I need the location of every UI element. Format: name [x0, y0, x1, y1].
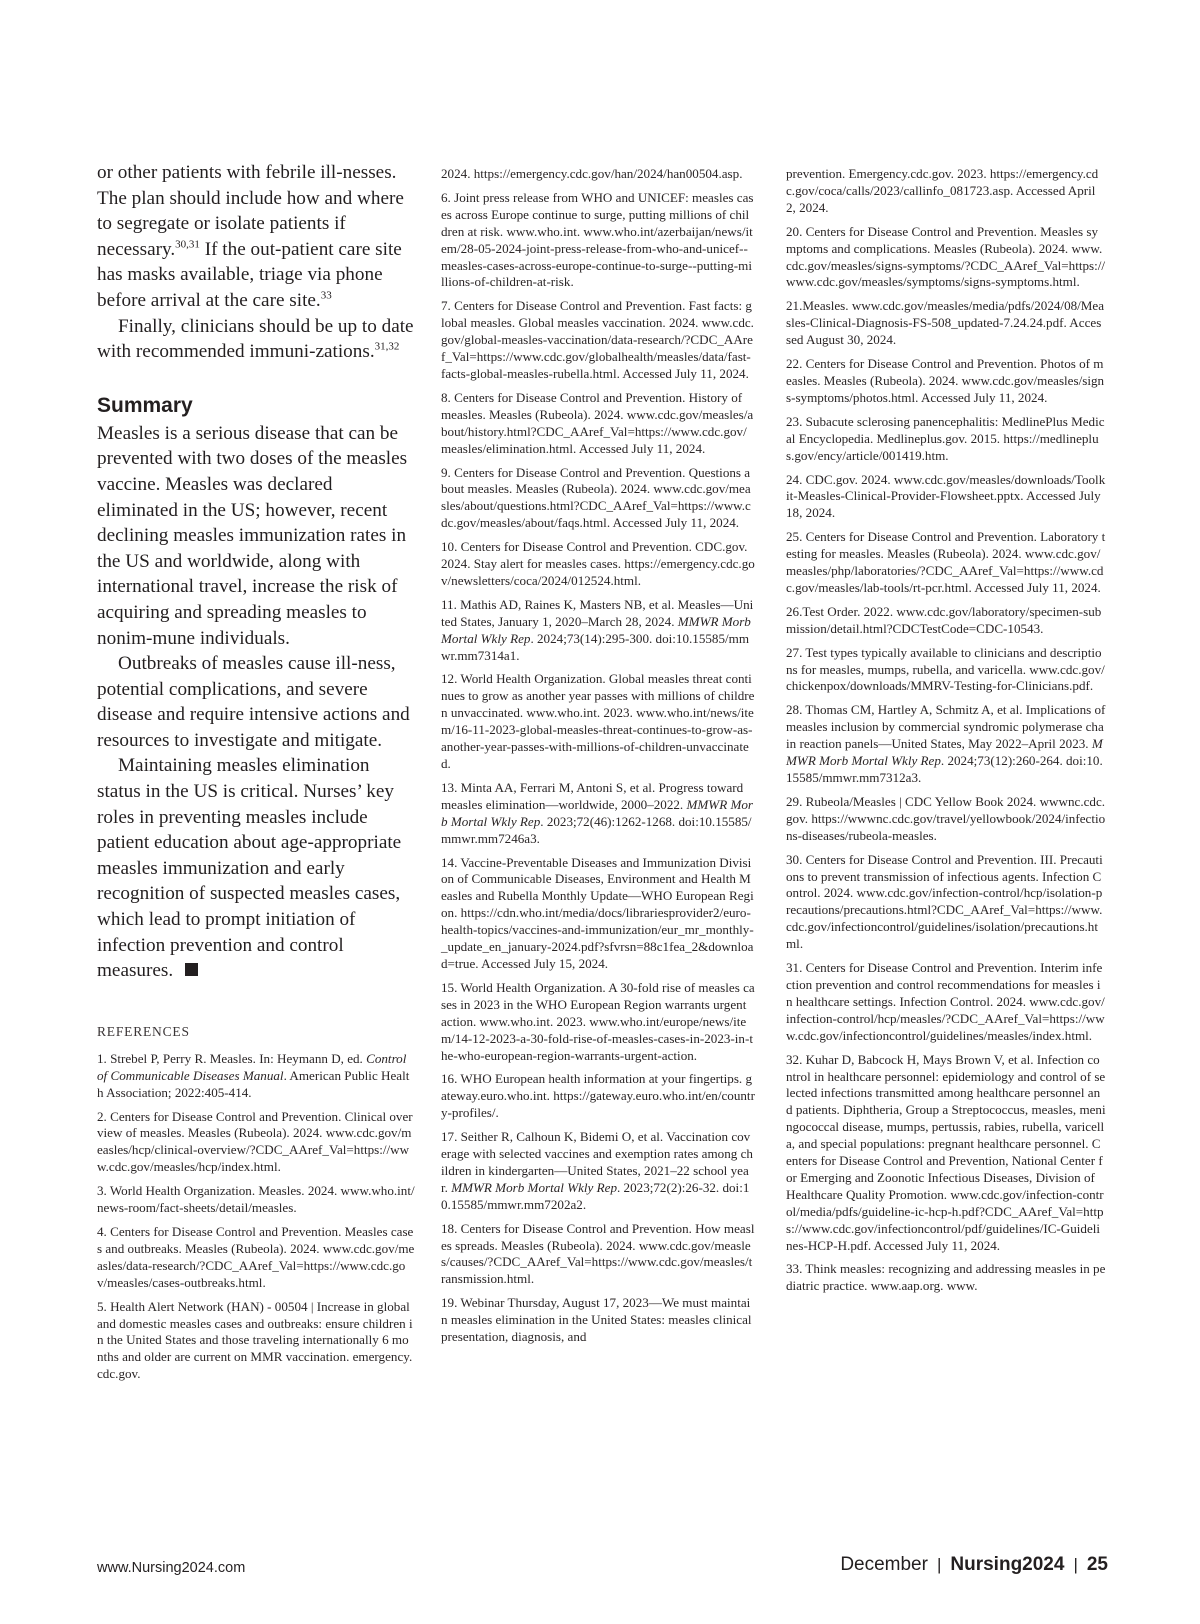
- footer-website: www.Nursing2024.com: [97, 1560, 246, 1576]
- column-2: [441, 166, 755, 1353]
- reference-item: 15. World Health Organization. A 30-fold rise of measles cases in 2023 in the WHO European Region warrants urgent action. www.who.int. 2023. www.who.int/europe/news/item/14-12-2023-a-30-fold-rise-of-measles-cases-in-2023-in-the-who-european-region-warrants-urgent-action.: [441, 979, 755, 1063]
- reference-item: 31. Centers for Disease Control and Prevention. Interim infection prevention and control recommendations for measles in healthcare settings. Infection Control. 2024. www.cdc.gov/infection-control/hcp/measles/?CDC_AAref_Val=https://www.cdc.gov/infectioncontrol/guidelines/measles/index.html.: [786, 960, 1105, 1043]
- references-list: [97, 1051, 415, 1383]
- reference-item: 9. Centers for Disease Control and Prevention. Questions about measles. Measles (Rubeola). 2024. www.cdc.gov/measles/about/questions.html?CDC_AAref_Val=https://www.cdc.gov/measles/about/faqs.html. Accessed July 11, 2024.: [441, 464, 751, 531]
- body-paragraph: or other patients with febrile ill-nesses. The plan should include how and where to segregate or isolate patients if necessary.$^{30,31}$ If the out-patient care site has masks available, triage via phone before arrival at the care site.$^{33}$: [97, 162, 404, 311]
- reference-item: 20. Centers for Disease Control and Prevention. Measles symptoms and complications. Measles (Rubeola). 2024. www.cdc.gov/measles/signs-symptoms/?CDC_AAref_Val=https://www.cdc.gov/measles/symptoms/signs-symptoms.html.: [786, 223, 1106, 290]
- reference-item: 21.Measles. www.cdc.gov/measles/media/pdfs/2024/08/Measles-Clinical-Diagnosis-FS-508_updated-7.24.24.pdf. Accessed August 30, 2024.: [786, 298, 1105, 348]
- summary-paragraph: Measles is a serious disease that can be prevented with two doses of the measles vaccine. Measles was declared eliminated in the US; however, recent declining measles immunization rates in the US and worldwide, along with international travel, increase the risk of acquiring and spreading measles to nonim-mune individuals.: [97, 422, 408, 649]
- reference-item: 14. Vaccine-Preventable Diseases and Immunization Division of Communicable Diseases, Environment and Health Measles and Rubella Monthly Update—WHO European Region. https://cdn.who.int/media/docs/librariesprovider2/euro-health-topics/vaccines-and-immunization/eur_mr_monthly-_update_en_january-2024.pdf?sfvrsn=88c1fea_2&download=true. Accessed July 15, 2024.: [441, 854, 754, 971]
- page-number: 25: [1086, 1554, 1108, 1575]
- reference-item: 1. Strebel P, Perry R. Measles. In: Heymann D, ed. Control of Communicable Diseases Manual. American Public Health Association; 2022:405-414.: [97, 1050, 410, 1100]
- reference-item: 7. Centers for Disease Control and Prevention. Fast facts: global measles. Global measles vaccination. 2024. www.cdc.gov/global-measles-vaccination/data-research/?CDC_AAref_Val=https://www.cdc.gov/globalhealth/measles/data/fast-facts-global-measles-rubella.html. Accessed July 11, 2024.: [441, 298, 754, 381]
- references-list: [441, 166, 755, 1346]
- reference-item: 16. WHO European health information at your fingertips. gateway.euro.who.int. https://gateway.euro.who.int/en/country-profiles/.: [441, 1071, 755, 1121]
- reference-item: 17. Seither R, Calhoun K, Bidemi O, et al. Vaccination coverage with selected vaccines and exemption rates among children in kindergarten—United States, 2021–22 school year. MMWR Morb Mortal Wkly Rep. 2023;72(2):26-32. doi:10.15585/mmwr.mm7202a2.: [441, 1129, 753, 1212]
- reference-item: 10. Centers for Disease Control and Prevention. CDC.gov. 2024. Stay alert for measles cases. https://emergency.cdc.gov/newsletters/coca/2024/012524.html.: [441, 539, 755, 588]
- footer-month: December: [840, 1554, 928, 1575]
- reference-item: 27. Test types typically available to clinicians and descriptions for measles, mumps, rubella, and varicella. www.cdc.gov/chickenpox/downloads/MMRV-Testing-for-Clinicians.pdf.: [786, 644, 1105, 694]
- reference-item: 4. Centers for Disease Control and Prevention. Measles cases and outbreaks. Measles (Rubeola). 2024. www.cdc.gov/measles/data-research/?CDC_AAref_Val=https://www.cdc.gov/measles/cases-outbreaks.html.: [97, 1223, 415, 1290]
- reference-item: 2024. https://emergency.cdc.gov/han/2024/han00504.asp.: [441, 166, 743, 181]
- reference-item: 32. Kuhar D, Babcock H, Mays Brown V, et al. Infection control in healthcare personnel: epidemiology and control of selected infections transmitted among healthcare personnel and patients. Diphtheria, Group a Streptococcus, measles, meningococcal disease, mumps, pertussis, rabies, rubella, varicella, and special populations: pregnant healthcare personnel. Centers for Disease Control and Prevention, National Center for Emerging and Zoonotic Infectious Diseases, Division of Healthcare Quality Promotion. www.cdc.gov/infection-control/media/pdfs/guideline-ic-hcp-h.pdf?CDC_AAref_Val=https://www.cdc.gov/infectioncontrol/pdf/guidelines/IC-Guidelines-HCP-H.pdf. Accessed July 11, 2024.: [786, 1051, 1106, 1253]
- reference-item: prevention. Emergency.cdc.gov. 2023. https://emergency.cdc.gov/coca/calls/2023/callinfo_081723.asp. Accessed April 2, 2024.: [786, 166, 1099, 215]
- reference-item: 3. World Health Organization. Measles. 2024. www.who.int/news-room/fact-sheets/detail/measles.: [97, 1183, 415, 1216]
- references-list: [786, 166, 1106, 1295]
- summary-paragraph: Outbreaks of measles cause ill-ness, potential complications, and severe disease and require intensive actions and resources to investigate and mitigate.: [97, 653, 410, 751]
- reference-item: 11. Mathis AD, Raines K, Masters NB, et al. Measles—United States, January 1, 2020–March 28, 2024. MMWR Morb Mortal Wkly Rep. 2024;73(14):295-300. doi:10.15585/mmwr.mm7314a1.: [441, 596, 754, 663]
- references-heading: REFERENCES: [97, 1023, 190, 1039]
- reference-item: 5. Health Alert Network (HAN) - 00504 | Increase in global and domestic measles cases and outbreaks: ensure children in the United States and those traveling internationally 6 months and older are current on MMR vaccination. emergency.cdc.gov.: [97, 1298, 413, 1382]
- body-paragraph: Finally, clinicians should be up to date with recommended immuni-zations.$^{31,32}$: [97, 315, 414, 363]
- reference-item: 8. Centers for Disease Control and Prevention. History of measles. Measles (Rubeola). 2024. www.cdc.gov/measles/about/history.html?CDC_AAref_Val=https://www.cdc.gov/measles/elimination.html. Accessed July 11, 2024.: [441, 389, 754, 456]
- column-1: [97, 160, 415, 1390]
- summary-heading: Summary: [97, 393, 193, 417]
- reference-item: 29. Rubeola/Measles | CDC Yellow Book 2024. wwwnc.cdc.gov. https://wwwnc.cdc.gov/travel/yellowbook/2024/infections-diseases/rubeola-measles.: [786, 793, 1106, 843]
- reference-item: 26.Test Order. 2022. www.cdc.gov/laboratory/specimen-submission/detail.html?CDCTestCode=CDC-10543.: [786, 603, 1102, 636]
- reference-item: 24. CDC.gov. 2024. www.cdc.gov/measles/downloads/Toolkit-Measles-Clinical-Provider-Flowsheet.pptx. Accessed July 18, 2024.: [786, 471, 1106, 521]
- reference-item: 28. Thomas CM, Hartley A, Schmitz A, et al. Implications of measles inclusion by commercial syndromic polymerase chain reaction panels—United States, May 2022–April 2023. MMWR Morb Mortal Wkly Rep. 2024;73(12):260-264. doi:10.15585/mmwr.mm7312a3.: [786, 702, 1106, 785]
- reference-item: 22. Centers for Disease Control and Prevention. Photos of measles. Measles (Rubeola). 2024. www.cdc.gov/measles/signs-symptoms/photos.html. Accessed July 11, 2024.: [786, 356, 1105, 405]
- reference-item: 25. Centers for Disease Control and Prevention. Laboratory testing for measles. Measles (Rubeola). 2024. www.cdc.gov/measles/php/laboratories/?CDC_AAref_Val=https://www.cdc.gov/measles/lab-tools/rt-pcr.html. Accessed July 11, 2024.: [786, 529, 1106, 595]
- footer-separator: |: [1073, 1555, 1078, 1574]
- reference-item: 18. Centers for Disease Control and Prevention. How measles spreads. Measles (Rubeola). 2024. www.cdc.gov/measles/causes/?CDC_AAref_Val=https://www.cdc.gov/measles/transmission.html.: [441, 1220, 755, 1287]
- end-of-article-mark: [185, 963, 198, 976]
- reference-item: 6. Joint press release from WHO and UNICEF: measles cases across Europe continue to surge, putting millions of children at risk. www.who.int. www.who.int/azerbaijan/news/item/28-05-2024-joint-press-release-from-who-and-unicef--measles-cases-across-europe-continue-to-surge--putting-millions-of-children-at-risk.: [441, 189, 754, 290]
- footer-folio: [840, 1554, 1108, 1576]
- footer-magazine-name: Nursing2024: [950, 1554, 1065, 1575]
- reference-item: 13. Minta AA, Ferrari M, Antoni S, et al. Progress toward measles elimination—worldwide, 2000–2022. MMWR Morb Mortal Wkly Rep. 2023;72(46):1262-1268. doi:10.15585/mmwr.mm7246a3.: [441, 779, 754, 846]
- reference-item: 30. Centers for Disease Control and Prevention. III. Precautions to prevent transmission of infectious agents. Infection Control. 2024. www.cdc.gov/infection-control/hcp/isolation-precautions/precautions.html?CDC_AAref_Val=https://www.cdc.gov/infectioncontrol/guidelines/isolation/precautions.html.: [786, 851, 1103, 952]
- reference-item: 33. Think measles: recognizing and addressing measles in pediatric practice. www.aap.org. www.: [786, 1261, 1106, 1294]
- column-3: [786, 166, 1106, 1302]
- reference-item: 19. Webinar Thursday, August 17, 2023—We must maintain measles elimination in the United States: measles clinical presentation, diagnosis, and: [441, 1295, 752, 1345]
- reference-item: 2. Centers for Disease Control and Prevention. Clinical overview of measles. Measles (Rubeola). 2024. www.cdc.gov/measles/hcp/clinical-overview/?CDC_AAref_Val=https://www.cdc.gov/measles/hcp/index.html.: [97, 1108, 413, 1175]
- summary-paragraph: Maintaining measles elimination status in the US is critical. Nurses’ key roles in preventing measles include patient education about age-appropriate measles immunization and early recognition of suspected measles cases, which lead to prompt initiation of infection prevention and control measures.: [97, 755, 402, 982]
- footer-separator: |: [936, 1555, 942, 1574]
- reference-item: 23. Subacute sclerosing panencephalitis: MedlinePlus Medical Encyclopedia. Medlineplus.gov. 2015. https://medlineplus.gov/ency/article/001419.htm.: [786, 413, 1105, 463]
- reference-item: 12. World Health Organization. Global measles threat continues to grow as another year passes with millions of children unvaccinated. www.who.int. 2023. www.who.int/news/item/16-11-2023-global-measles-threat-continues-to-grow-as-another-year-passes-with-millions-of-children-unvaccinated.: [441, 671, 755, 771]
